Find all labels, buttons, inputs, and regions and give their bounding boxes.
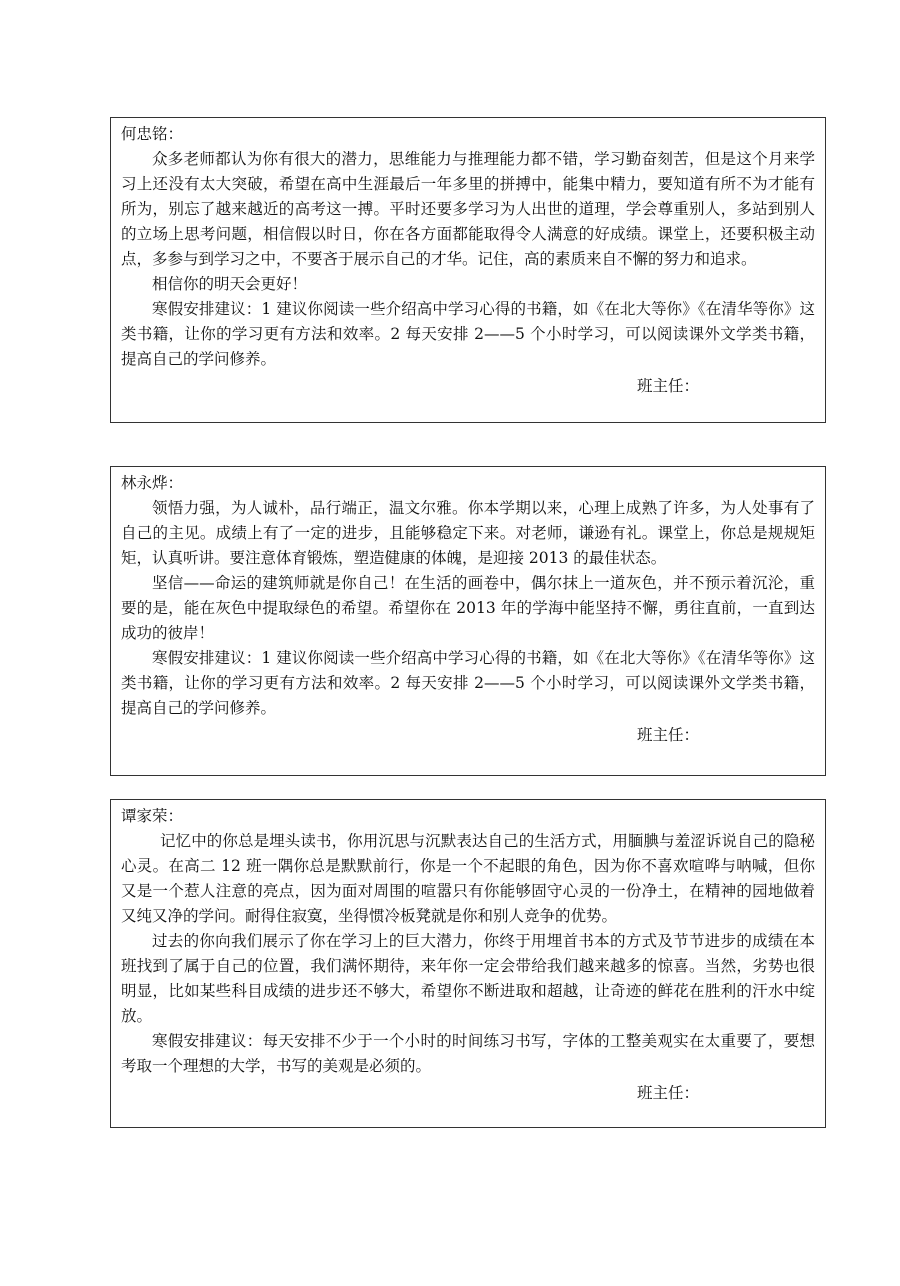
comment-paragraph: 众多老师都认为你有很大的潜力，思维能力与推理能力都不错，学习勤奋刻苦，但是这个月来学习上还没有太大突破，希望在高中生涯最后一年多里的拼搏中，能集中精力，要知道有所不为才能有所为，别忘了越来越近的高考这一搏。平时还要多学习为人出世的道理，学会尊重别人，多站到别人的立场上思考问题，相信假以时日，你在各方面都能取得令人满意的好成绩。课堂上，还要积极主动点，多参与到学习之中，不要吝于展示自己的才华。记住，高的素质来自不懈的努力和追求。: [121, 150, 815, 268]
student-name: 何忠铭：: [121, 125, 184, 143]
comment-paragraph: 记忆中的你总是埋头读书，你用沉思与沉默表达自己的生活方式，用腼腆与羞涩诉说自己的隐秘心灵。在高二 12 班一隅你总是默默前行，你是一个不起眼的角色，因为你不喜欢喧哗与呐喊，但你又是一个惹人注意的亮点，因为面对周围的喧嚣只有你能够固守心灵的一份净土，在精神的园地做着又纯又净的学问。耐得住寂寞，坐得惯冷板凳就是你和别人竞争的优势。: [121, 832, 815, 925]
comment-box-1: [110, 117, 826, 423]
teacher-signature: 班主任：: [636, 377, 699, 395]
student-name: 林永烨：: [121, 474, 184, 492]
teacher-signature: 班主任：: [636, 726, 699, 744]
teacher-signature: 班主任：: [636, 1084, 699, 1102]
comment-box-2: [110, 466, 826, 776]
comment-paragraph: 相信你的明天会更好！: [152, 275, 308, 293]
comment-box-3: [110, 799, 826, 1128]
comment-paragraph: 寒假安排建议：1 建议你阅读一些介绍高中学习心得的书籍，如《在北大等你》《在清华等你》这类书籍，让你的学习更有方法和效率。2 每天安排 2——5 个小时学习，可以阅读课外文学类书籍，提高自己的学问修养。: [121, 300, 815, 368]
comment-paragraph: 过去的你向我们展示了你在学习上的巨大潜力，你终于用埋首书本的方式及节节进步的成绩在本班找到了属于自己的位置，我们满怀期待，来年你一定会带给我们越来越多的惊喜。当然，劣势也很明显，比如某些科目成绩的进步还不够大，希望你不断进取和超越，让奇迹的鲜花在胜利的汗水中绽放。: [121, 932, 815, 1025]
comment-paragraph: 坚信——命运的建筑师就是你自己！在生活的画卷中，偶尔抹上一道灰色，并不预示着沉沦，重要的是，能在灰色中提取绿色的希望。希望你在 2013 年的学海中能坚持不懈，勇往直前，一直到达成功的彼岸！: [121, 574, 815, 642]
comment-paragraph: 寒假安排建议：1 建议你阅读一些介绍高中学习心得的书籍，如《在北大等你》《在清华等你》这类书籍，让你的学习更有方法和效率。2 每天安排 2——5 个小时学习，可以阅读课外文学类书籍，提高自己的学问修养。: [121, 649, 815, 717]
comment-paragraph: 领悟力强，为人诚朴，品行端正，温文尔雅。你本学期以来，心理上成熟了许多，为人处事有了自己的主见。成绩上有了一定的进步，且能够稳定下来。对老师，谦逊有礼。课堂上，你总是规规矩矩，认真听讲。要注意体育锻炼，塑造健康的体魄，是迎接 2013 的最佳状态。: [121, 499, 815, 567]
comment-paragraph: 寒假安排建议：每天安排不少于一个小时的时间练习书写，字体的工整美观实在太重要了，要想考取一个理想的大学，书写的美观是必须的。: [121, 1032, 815, 1075]
student-name: 谭家荣：: [121, 807, 184, 825]
